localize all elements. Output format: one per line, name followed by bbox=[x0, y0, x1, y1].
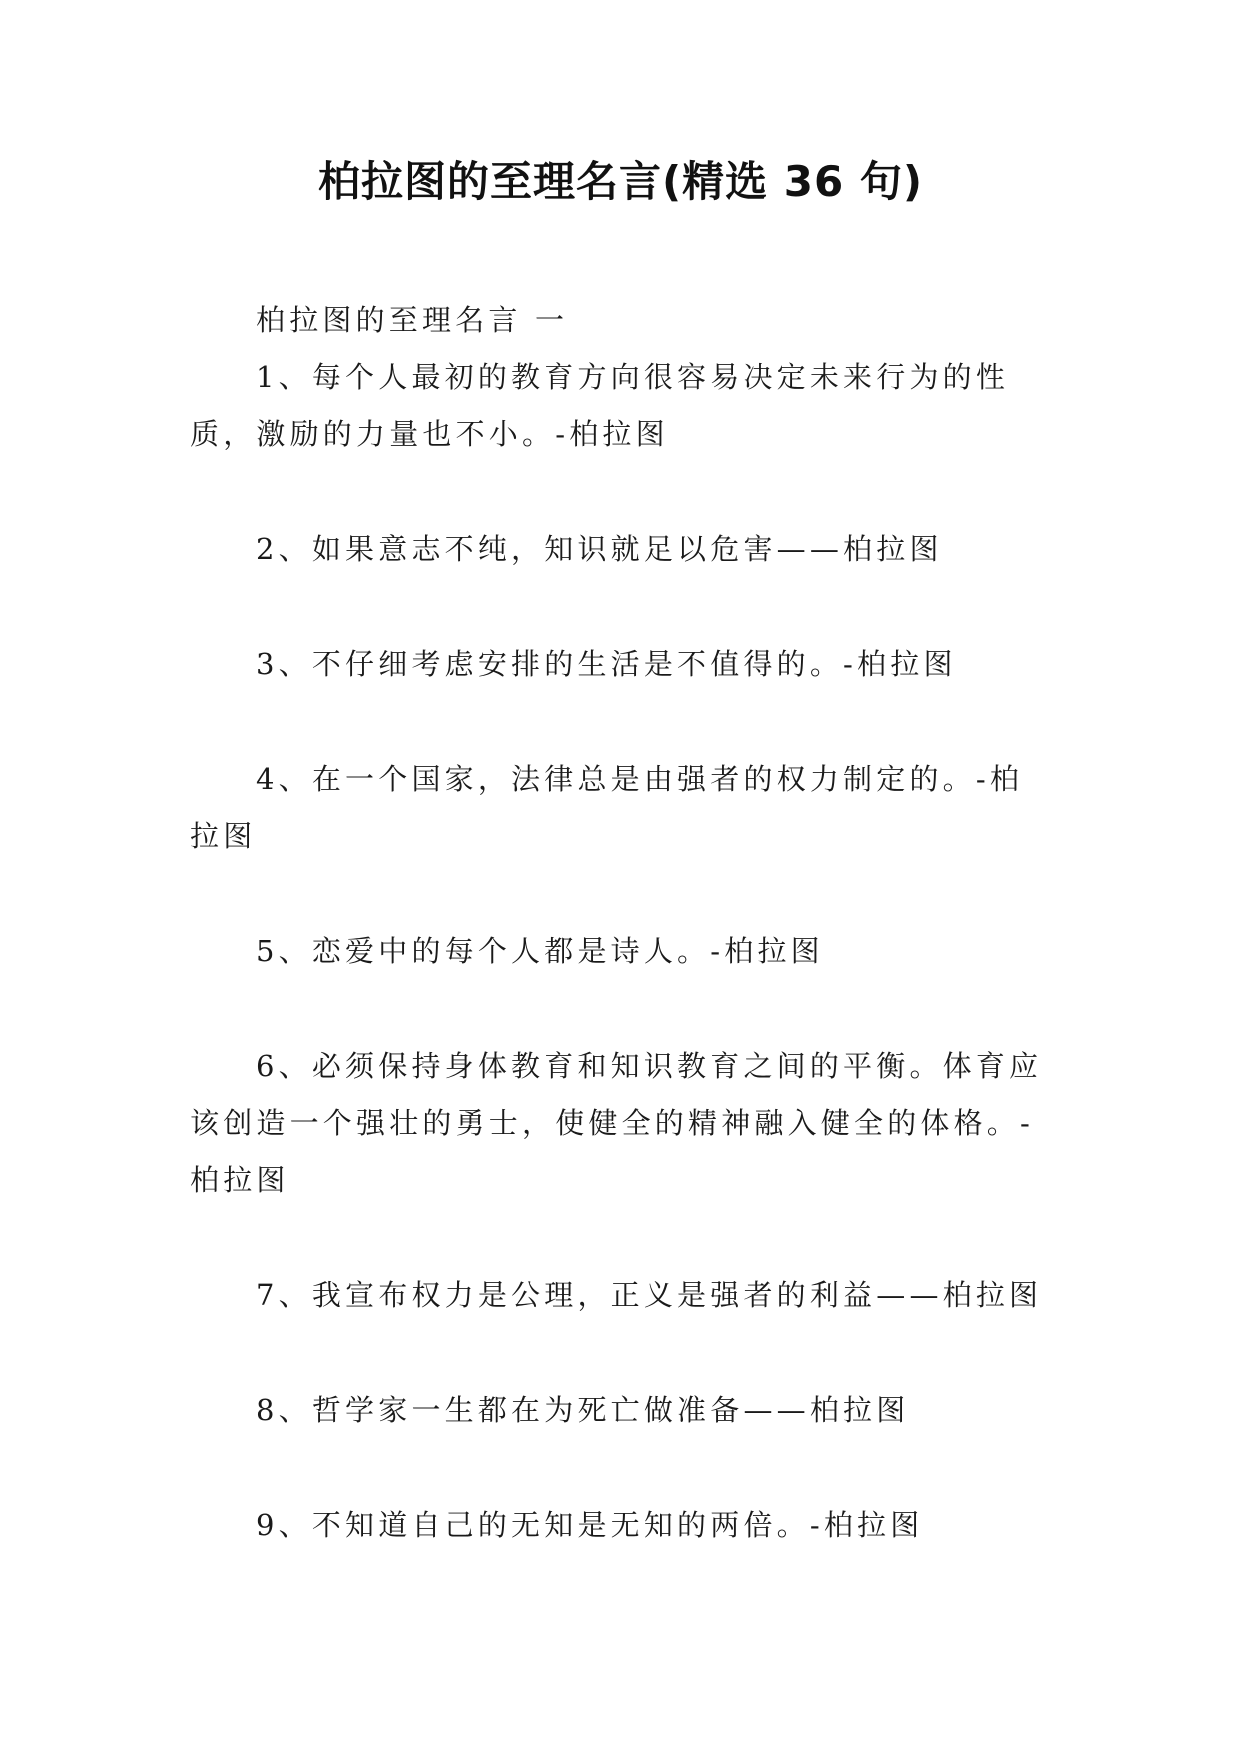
page-title: 柏拉图的至理名言(精选 36 句) bbox=[317, 157, 924, 206]
quote-paragraph: 6、必须保持身体教育和知识教育之间的平衡。体育应该创造一个强壮的勇士，使健全的精神融入健全的体格。-柏拉图 bbox=[190, 1049, 1043, 1197]
quote-paragraph: 4、在一个国家，法律总是由强者的权力制定的。-柏拉图 bbox=[190, 762, 1024, 853]
quote-paragraph: 7、我宣布权力是公理，正义是强者的利益——柏拉图 bbox=[256, 1278, 1043, 1312]
quote-paragraph: 8、哲学家一生都在为死亡做准备——柏拉图 bbox=[256, 1393, 910, 1427]
quote-paragraph: 5、恋爱中的每个人都是诗人。-柏拉图 bbox=[256, 934, 824, 968]
quote-paragraph: 3、不仔细考虑安排的生活是不值得的。-柏拉图 bbox=[256, 647, 957, 681]
quote-paragraph: 9、不知道自己的无知是无知的两倍。-柏拉图 bbox=[256, 1508, 924, 1542]
section-heading: 柏拉图的至理名言 一 bbox=[256, 303, 569, 337]
quote-paragraph: 1、每个人最初的教育方向很容易决定未来行为的性质，激励的力量也不小。-柏拉图 bbox=[190, 360, 1010, 451]
document-body bbox=[190, 292, 1052, 1554]
quote-paragraph: 2、如果意志不纯，知识就足以危害——柏拉图 bbox=[256, 532, 943, 566]
